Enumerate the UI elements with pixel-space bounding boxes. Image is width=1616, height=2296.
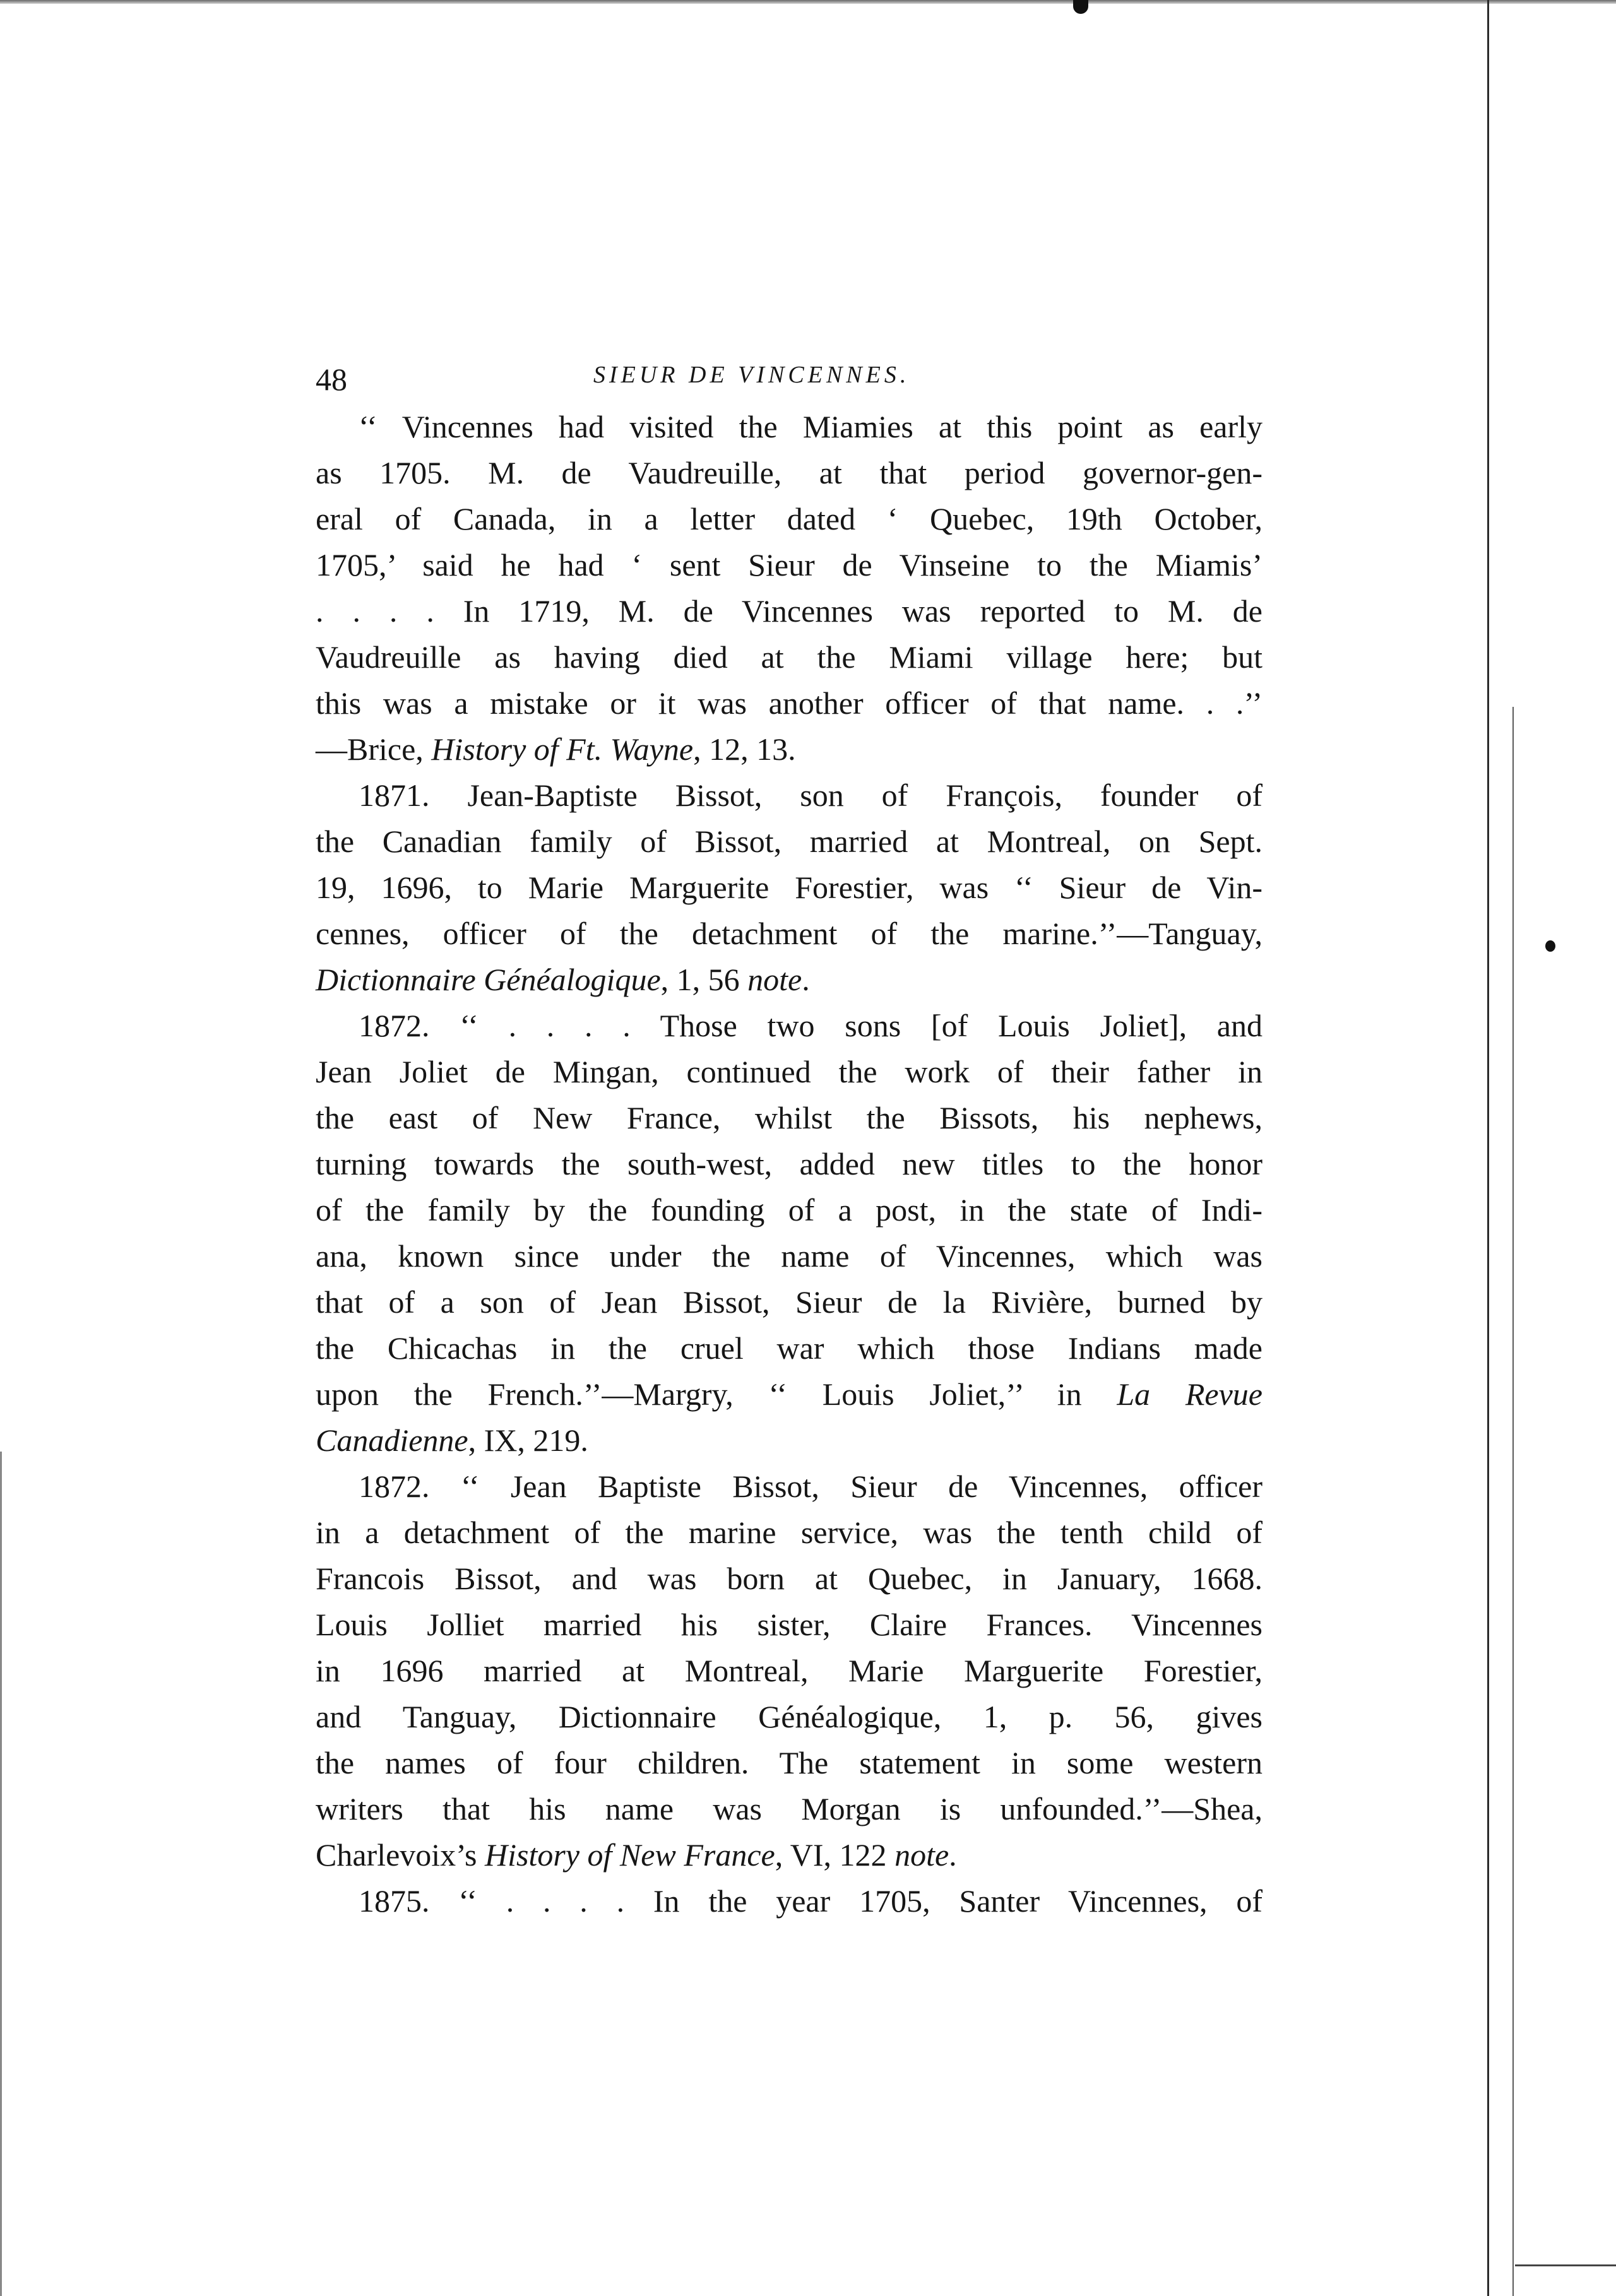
text-line: the Canadian family of Bissot, married at Montreal, on Sept. xyxy=(316,824,1262,859)
text-line xyxy=(316,1371,1262,1417)
text-line: the names of four children. The statement in some western xyxy=(316,1745,1262,1780)
citation-line xyxy=(316,1417,1262,1464)
paragraph-1872-shea xyxy=(316,1464,1262,1878)
scan-bottom-mark xyxy=(1515,2264,1616,2266)
citation-note: note xyxy=(894,1837,949,1873)
citation-line xyxy=(316,957,1262,1003)
citation-title: History of Ft. Wayne xyxy=(431,731,694,767)
citation-middle: , 1, 56 xyxy=(660,962,748,997)
scan-page-edge-right-inner xyxy=(1512,707,1514,2296)
scan-ink-spot xyxy=(1545,940,1555,952)
paragraph-brice xyxy=(316,404,1262,772)
citation-suffix: , IX, 219. xyxy=(468,1423,588,1458)
text-line: writers that his name was Morgan is unfounded.’’—Shea, xyxy=(316,1791,1262,1826)
text-line: in a detachment of the marine service, was the tenth child of xyxy=(316,1515,1262,1550)
text-line: 19, 1696, to Marie Marguerite Forestier, was ‘‘ Sieur de Vin- xyxy=(316,870,1262,905)
text-line: 1872. ‘‘ Jean Baptiste Bissot, Sieur de Vincennes, officer xyxy=(359,1469,1262,1504)
citation-prefix: Charlevoix’s xyxy=(316,1837,485,1873)
citation-title: Dictionnaire Généalogique xyxy=(316,962,661,997)
text-line: the east of New France, whilst the Bissots, his nephews, xyxy=(316,1100,1262,1135)
running-head xyxy=(316,353,1262,404)
text-line: . . . . In 1719, M. de Vincennes was reported to M. de xyxy=(316,593,1262,629)
scan-page-edge-left xyxy=(0,1452,2,2296)
citation-title: History of New France xyxy=(485,1837,775,1873)
citation-prefix: —Brice, xyxy=(316,731,432,767)
text-line: eral of Canada, in a letter dated ‘ Quebec, 19th October, xyxy=(316,501,1262,536)
paragraph-1871 xyxy=(316,772,1262,1003)
citation-line xyxy=(316,726,1262,772)
text-line: this was a mistake or it was another officer of that name. . .’’ xyxy=(316,685,1262,721)
text-line: and Tanguay, Dictionnaire Généalogique, 1, p. 56, gives xyxy=(316,1699,1262,1734)
text-line: 1872. ‘‘ . . . . Those two sons [of Louis Joliet], and xyxy=(359,1008,1262,1043)
scan-ink-blot xyxy=(1073,0,1088,14)
paragraph-1872-margry xyxy=(316,1003,1262,1464)
text-line: ana, known since under the name of Vincennes, which was xyxy=(316,1238,1262,1274)
text-line: 1705,’ said he had ‘ sent Sieur de Vinseine to the Miamis’ xyxy=(316,547,1262,583)
text-line: 1871. Jean-Baptiste Bissot, son of François, founder of xyxy=(359,778,1262,813)
text-line: in 1696 married at Montreal, Marie Marguerite Forestier, xyxy=(316,1653,1262,1688)
citation-suffix: . xyxy=(949,1837,957,1873)
text-line: Jean Joliet de Mingan, continued the work of their father in xyxy=(316,1054,1262,1089)
text-line: 1875. ‘‘ . . . . In the year 1705, Santer Vincennes, of xyxy=(359,1883,1262,1919)
citation-note: note xyxy=(747,962,802,997)
text-line: that of a son of Jean Bissot, Sieur de la Rivière, burned by xyxy=(316,1284,1262,1320)
citation-suffix: , 12, 13. xyxy=(693,731,796,767)
citation-title: Canadienne xyxy=(316,1423,468,1458)
text-line: ‘‘ Vincennes had visited the Miamies at this point as early xyxy=(359,409,1262,444)
body-text xyxy=(316,404,1262,1924)
text-line: Francois Bissot, and was born at Quebec, in January, 1668. xyxy=(316,1561,1262,1596)
text-line: of the family by the founding of a post, in the state of Indi- xyxy=(316,1192,1262,1228)
citation-suffix: . xyxy=(802,962,810,997)
text-line: Louis Jolliet married his sister, Claire Frances. Vincennes xyxy=(316,1607,1262,1642)
citation-line xyxy=(316,1832,1262,1878)
citation-middle: , VI, 122 xyxy=(775,1837,895,1873)
paragraph-1875 xyxy=(316,1878,1262,1924)
line-text: upon the French.’’—Margry, ‘‘ Louis Joliet,’’ in xyxy=(316,1376,1117,1412)
text-line: the Chicachas in the cruel war which those Indians made xyxy=(316,1330,1262,1366)
page-number: 48 xyxy=(316,362,347,397)
scan-top-edge xyxy=(0,0,1616,4)
book-page xyxy=(316,353,1262,1924)
running-header-title: SIEUR DE VINCENNES. xyxy=(593,362,910,388)
citation-title: La Revue xyxy=(1117,1376,1262,1412)
text-line: cennes, officer of the detachment of the marine.’’—Tanguay, xyxy=(316,916,1262,951)
text-line: Vaudreuille as having died at the Miami village here; but xyxy=(316,639,1262,675)
text-line: as 1705. M. de Vaudreuille, at that period governor-gen- xyxy=(316,455,1262,490)
scan-page-edge-right xyxy=(1487,0,1489,2296)
text-line: turning towards the south-west, added new titles to the honor xyxy=(316,1146,1262,1181)
